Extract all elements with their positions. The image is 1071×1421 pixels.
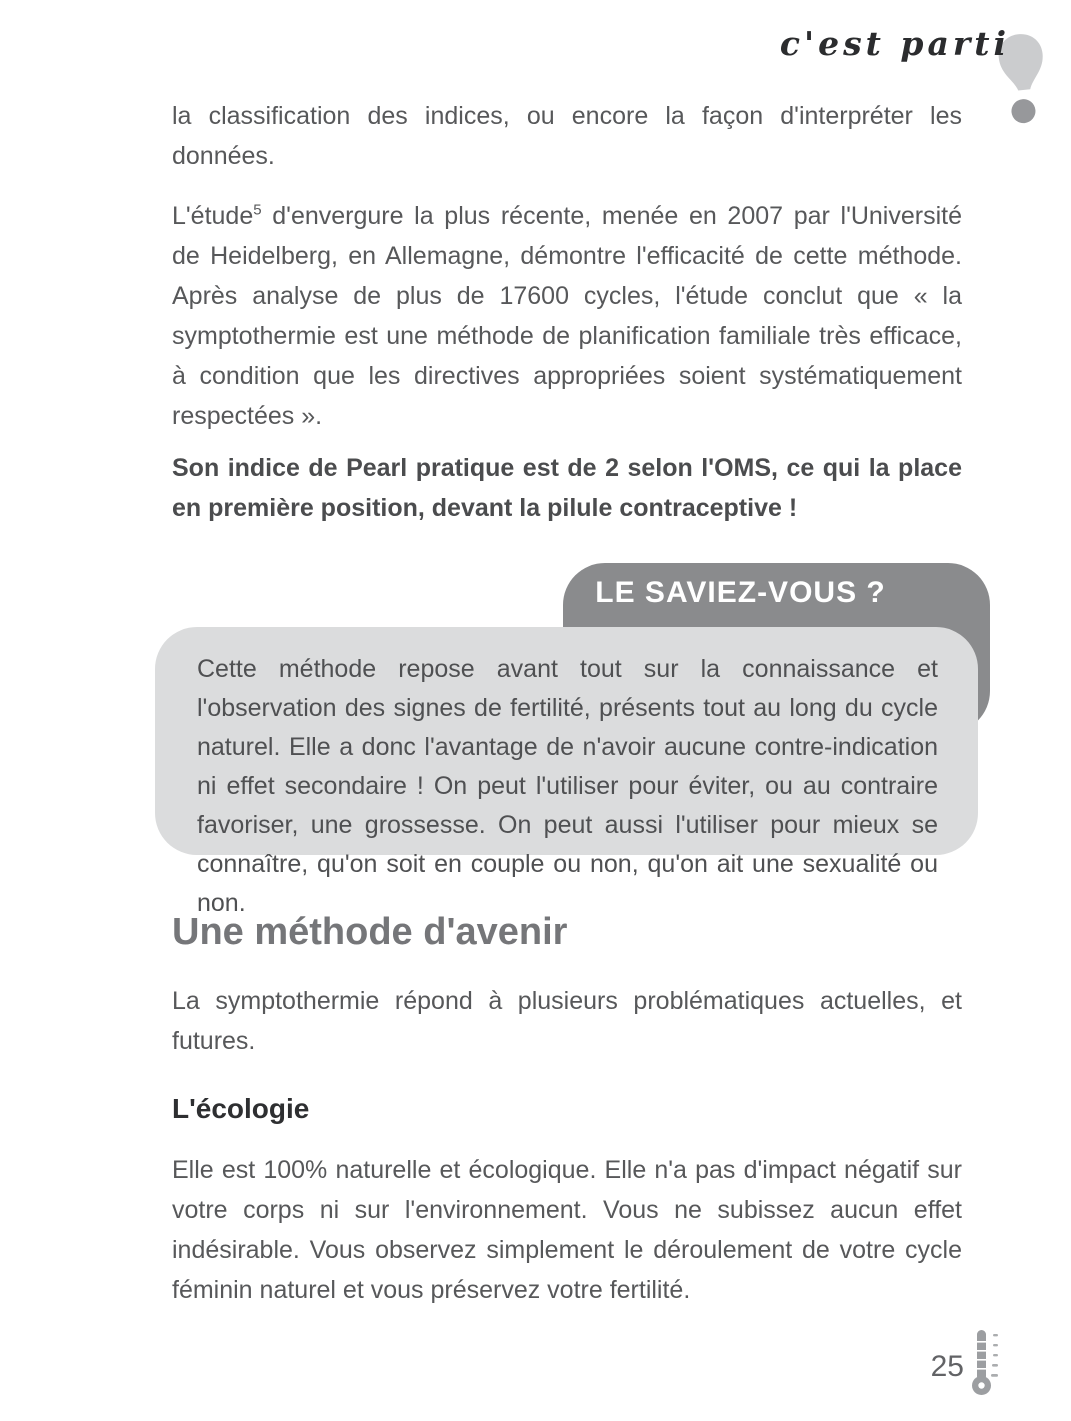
paragraph-etude-prefix: L'étude <box>172 202 254 230</box>
page-number: 25 <box>930 1350 964 1383</box>
paragraph-classification: la classification des indices, ou encore la façon d'interpréter les données. <box>172 102 962 170</box>
section-heading: Une méthode d'avenir <box>172 911 568 953</box>
paragraph-etude-rest: d'envergure la plus récente, menée en 2007 par l'Université de Heidelberg, en Allemagne, démontre l'efficacité de cette méthode. Après analyse de plus de 17600 cycles, l'étude conclut que « la symptothermie est une méthode de planification familiale très efficace, à condition que les directives appropriées soient systématiquement respectées ». <box>172 202 962 430</box>
did-you-know-callout <box>155 563 990 917</box>
subsection-paragraph-ecologie: Elle est 100% naturelle et écologique. Elle n'a pas d'impact négatif sur votre corps ni sur l'environnement. Vous ne subissez aucun effet indésirable. Vous observez simplement le déroulement de votre cycle féminin naturel et vous préservez votre fertilité. <box>172 1156 962 1304</box>
section-intro-paragraph: La symptothermie répond à plusieurs problématiques actuelles, et futures. <box>172 987 962 1055</box>
paragraph-pearl-bold: Son indice de Pearl pratique est de 2 selon l'OMS, ce qui la place en première position, devant la pilule contraceptive ! <box>172 454 962 522</box>
paragraph-etude <box>172 196 962 436</box>
subsection-heading-ecologie: L'écologie <box>172 1093 310 1124</box>
footnote-reference: 5 <box>253 201 262 219</box>
did-you-know-title: LE SAVIEZ-VOUS ? <box>595 576 886 609</box>
thermometer-icon <box>971 1329 1000 1396</box>
did-you-know-text: Cette méthode repose avant tout sur la connaissance et l'observation des signes de fertilité, présents tout au long du cycle naturel. Elle a donc l'avantage de n'avoir aucune contre-indication ni effet secondaire ! On peut l'utiliser pour éviter, ou au contraire favoriser, une grossesse. On peut aussi l'utiliser pour mieux se connaître, qu'on soit en couple ou non, qu'on ait une sexualité ou non. <box>197 655 938 917</box>
did-you-know-bubble <box>155 627 978 917</box>
header-script-text: c'est parti <box>779 24 1010 63</box>
